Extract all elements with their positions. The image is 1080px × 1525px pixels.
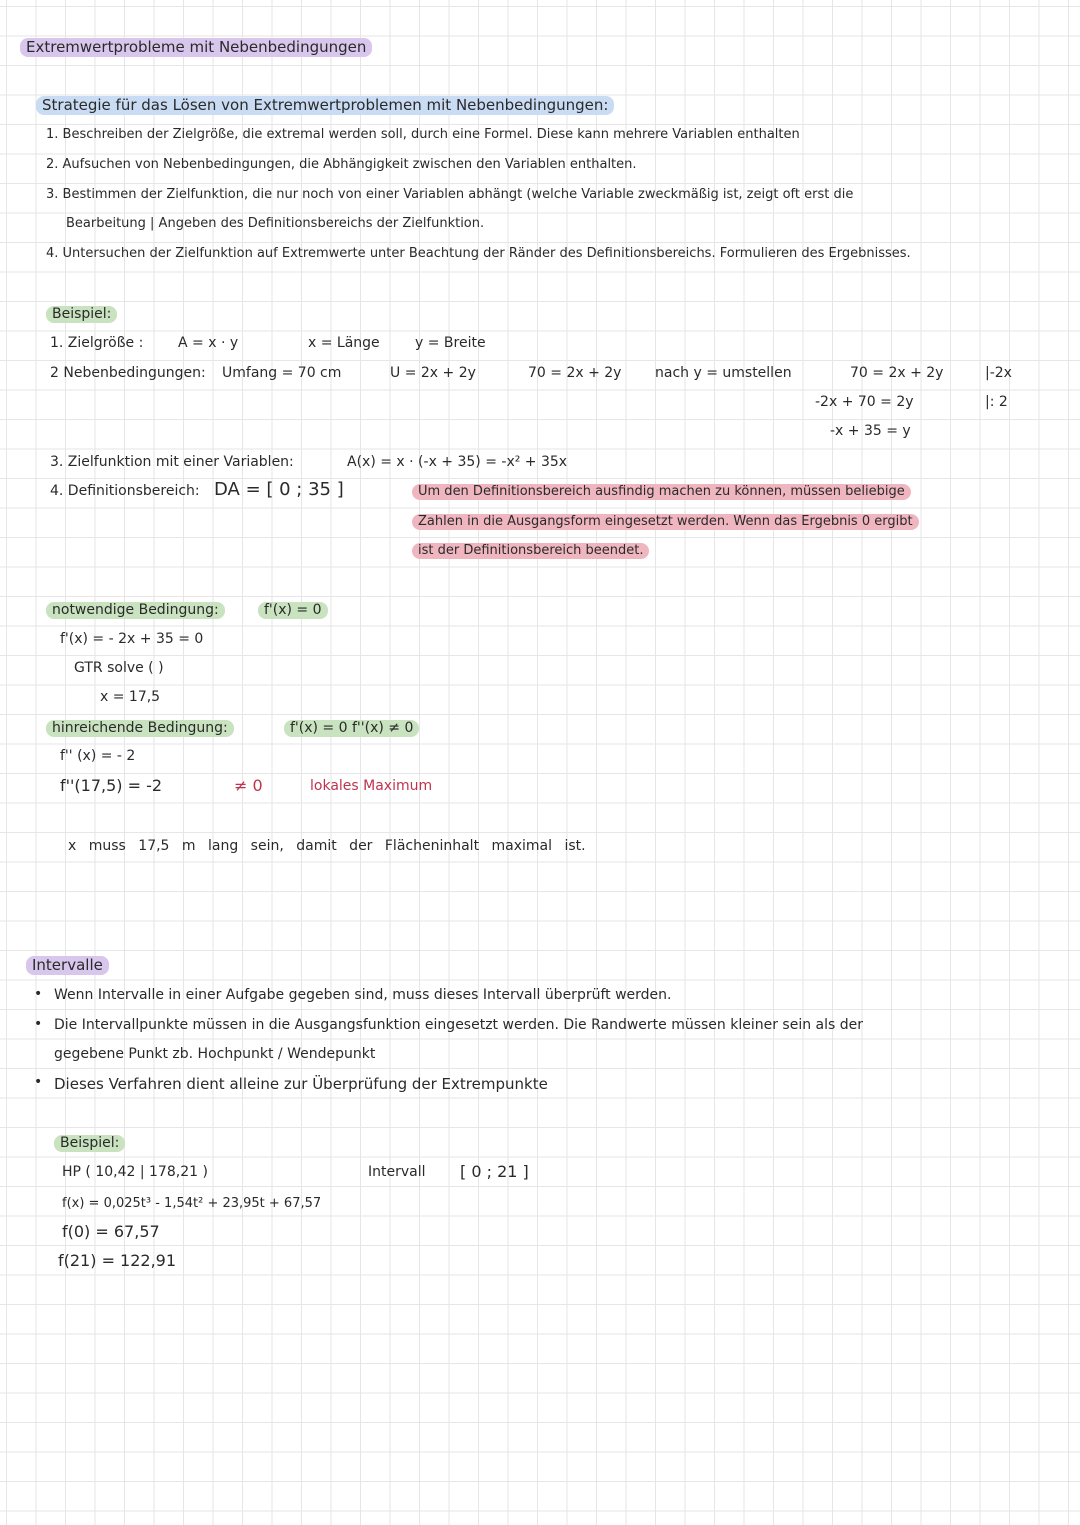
notwendige-bedingung-condition: f'(x) = 0 [258,602,328,619]
hinreichende-bedingung-label: hinreichende Bedingung: [46,720,234,737]
note-line-3: ist der Definitionsbereich beendet. [412,543,649,559]
strategy-heading: Strategie für das Lösen von Extremwertproblemen mit Nebenbedingungen: [36,96,614,115]
second-derivative: f'' (x) = - 2 [60,748,136,764]
interval-example-label: Beispiel: [54,1135,125,1152]
bullet-icon: • [34,986,43,1002]
hinreichende-bedingung-condition: f'(x) = 0 f''(x) ≠ 0 [284,720,419,737]
zielfunktion-formula: A(x) = x · (-x + 35) = -x² + 35x [347,454,568,470]
equation-1: 70 = 2x + 2y [528,365,622,381]
gtr-solve: GTR solve ( ) [74,660,164,676]
interval-function: f(x) = 0,025t³ - 1,54t² + 23,95t + 67,57 [62,1196,322,1211]
note-line-2: Zahlen in die Ausgangsform eingesetzt werden. Wenn das Ergebnis 0 ergibt [412,514,919,530]
umfang-formula: U = 2x + 2y [390,365,476,381]
not-equal-zero: ≠ 0 [234,776,263,795]
x-solution: x = 17,5 [100,689,161,705]
interval-bullet-1: Wenn Intervalle in einer Aufgabe gegeben sind, muss dieses Intervall überprüft werden. [54,987,672,1003]
equation-2: 70 = 2x + 2y [850,365,944,381]
y-definition: y = Breite [415,335,486,351]
zielgroesse-label: 1. Zielgröße : [50,335,144,351]
conclusion: x muss 17,5 m lang sein, damit der Flächeninhalt maximal ist. [68,838,586,854]
interval-bullet-2: Die Intervallpunkte müssen in die Ausgangsfunktion eingesetzt werden. Die Randwerte müssen kleiner sein als der [54,1017,864,1033]
hochpunkt: HP ( 10,42 | 178,21 ) [62,1164,208,1180]
bullet-icon: • [34,1074,43,1090]
result-local-maximum: lokales Maximum [310,778,433,794]
page-title: Extremwertprobleme mit Nebenbedingungen [20,38,372,57]
notwendige-bedingung-label: notwendige Bedingung: [46,602,225,619]
strategy-step-1: 1. Beschreiben der Zielgröße, die extremal werden soll, durch eine Formel. Diese kann mehrere Variablen enthalten [46,127,800,142]
note-line-1: Um den Definitionsbereich ausfindig machen zu können, müssen beliebige [412,484,911,500]
nebenbedingungen-label: 2 Nebenbedingungen: [50,365,206,381]
interval-bullet-3: Dieses Verfahren dient alleine zur Überprüfung der Extrempunkte [54,1075,548,1093]
operation-2: |: 2 [985,394,1008,410]
operation-1: |-2x [985,365,1012,381]
rearrange-note: nach y = umstellen [655,365,792,381]
interval-value: [ 0 ; 21 ] [460,1162,529,1181]
interval-bullet-2-cont: gegebene Punkt zb. Hochpunkt / Wendepunkt [54,1046,376,1062]
x-definition: x = Länge [308,335,380,351]
zielfunktion-label: 3. Zielfunktion mit einer Variablen: [50,454,294,470]
f-at-21: f(21) = 122,91 [58,1251,177,1270]
definitionsbereich-value: DA = [ 0 ; 35 ] [214,479,344,500]
definitionsbereich-label: 4. Definitionsbereich: [50,483,200,499]
strategy-step-3: 3. Bestimmen der Zielfunktion, die nur noch von einer Variablen abhängt (welche Variable zweckmäßig ist, zeigt oft erst die [46,187,854,202]
example-label: Beispiel: [46,306,117,323]
second-derivative-value: f''(17,5) = -2 [60,776,163,795]
umfang-value: Umfang = 70 cm [222,365,342,381]
bullet-icon: • [34,1016,43,1032]
first-derivative: f'(x) = - 2x + 35 = 0 [60,631,204,647]
interval-label: Intervall [368,1164,426,1180]
intervals-heading: Intervalle [26,956,109,975]
strategy-step-2: 2. Aufsuchen von Nebenbedingungen, die Abhängigkeit zwischen den Variablen enthalten. [46,157,637,172]
equation-4: -x + 35 = y [830,423,911,439]
area-formula: A = x · y [178,335,239,351]
equation-3: -2x + 70 = 2y [815,394,914,410]
strategy-step-4: 4. Untersuchen der Zielfunktion auf Extremwerte unter Beachtung der Ränder des Definitionsbereichs. Formulieren des Ergebnisses. [46,246,911,261]
f-at-0: f(0) = 67,57 [62,1222,160,1241]
strategy-step-3-cont: Bearbeitung | Angeben des Definitionsbereichs der Zielfunktion. [66,216,485,231]
